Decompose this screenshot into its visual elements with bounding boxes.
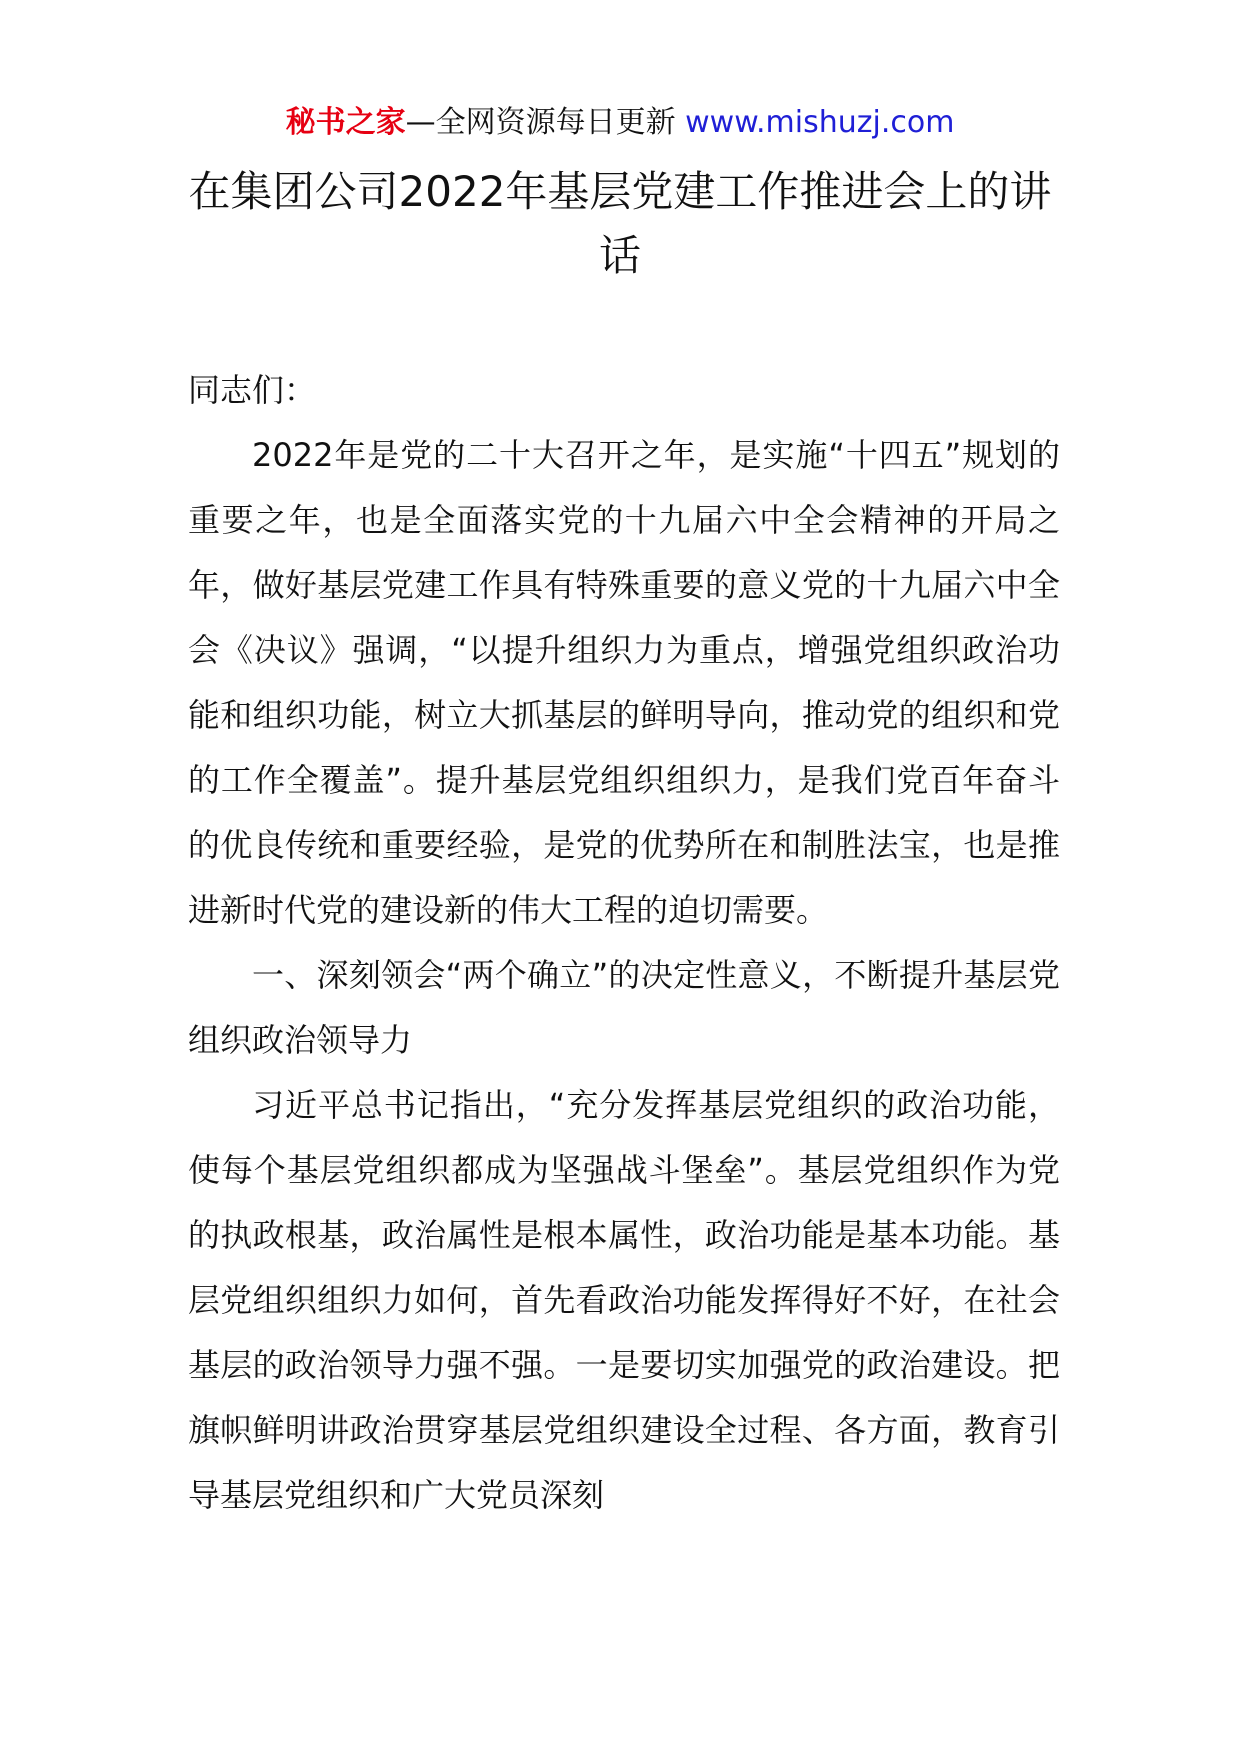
site-url-link[interactable]: www.mishuzj.com	[685, 105, 955, 140]
section-heading-1: 一、深刻领会“两个确立”的决定性意义，不断提升基层党组织政治领导力	[188, 956, 1060, 1059]
site-header	[0, 100, 1240, 146]
salutation: 同志们：	[188, 371, 317, 409]
section-paragraph-1: 习近平总书记指出，“充分发挥基层党组织的政治功能，使每个基层党组织都成为坚强战斗堡垒”。基层党组织作为党的执政根基，政治属性是根本属性，政治功能是基本功能。基层党组织组织力如何，首先看政治功能发挥得好不好，在社会基层的政治领导力强不强。一是要切实加强党的政治建设。把旗帜鲜明讲政治贯穿基层党组织建设全过程、各方面，教育引导基层党组织和广大党员深刻	[188, 1086, 1060, 1514]
body-paragraph-1: 2022年是党的二十大召开之年，是实施“十四五”规划的重要之年，也是全面落实党的十九届六中全会精神的开局之年，做好基层党建工作具有特殊重要的意义党的十九届六中全会《决议》强调，“以提升组织力为重点，增强党组织政治功能和组织功能，树立大抓基层的鲜明导向，推动党的组织和党的工作全覆盖”。提升基层党组织组织力，是我们党百年奋斗的优良传统和重要经验，是党的优势所在和制胜法宝，也是推进新时代党的建设新的伟大工程的迫切需要。	[188, 436, 1060, 929]
site-slogan: —全网资源每日更新	[405, 105, 676, 140]
site-brand: 秘书之家	[285, 105, 406, 140]
document-title: 在集团公司2022年基层党建工作推进会上的讲话	[188, 167, 1052, 280]
document-body	[188, 358, 1060, 1528]
